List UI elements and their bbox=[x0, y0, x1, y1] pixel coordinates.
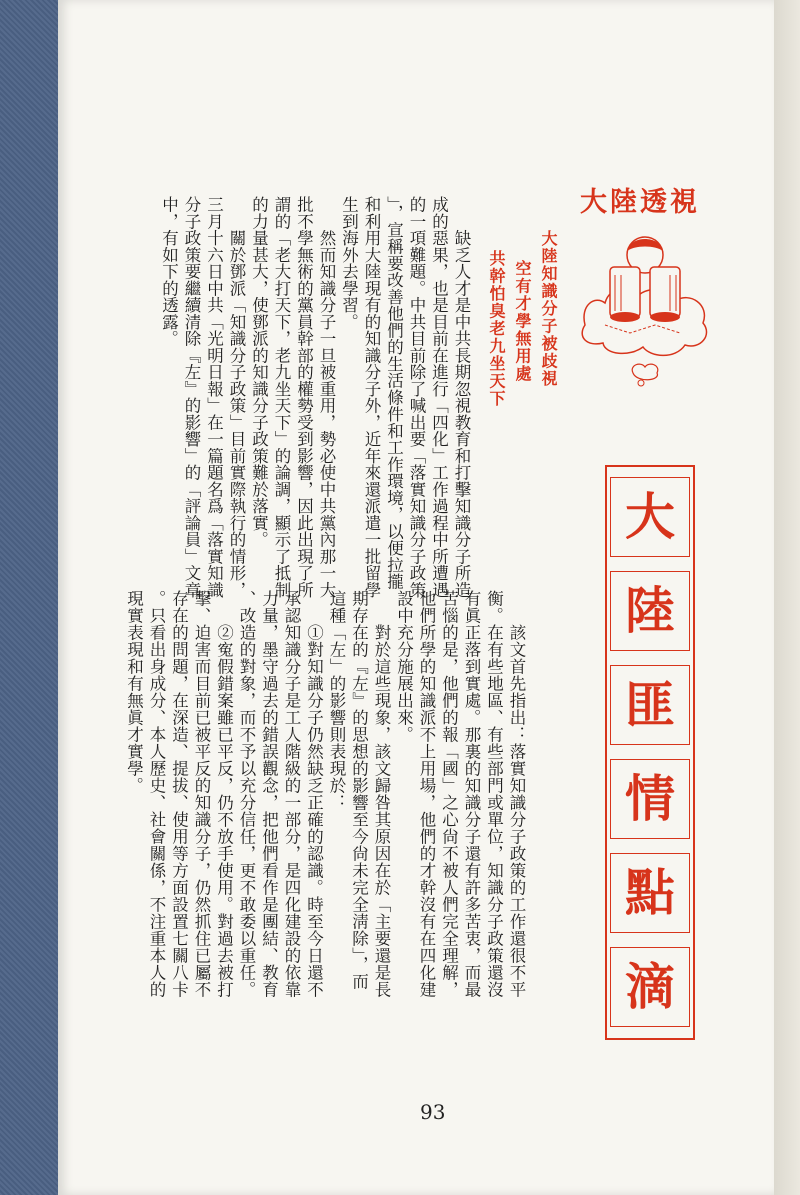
text-column-upper: 的力量甚大，使鄧派的知識分子政策難於落實。 bbox=[249, 196, 269, 548]
text-column-upper: 成的惡果，也是目前在進行「四化」工作過程中所遭遇 bbox=[429, 196, 449, 598]
text-column-upper: 關於鄧派「知識分子政策」目前實際執行的情形， bbox=[227, 196, 246, 598]
text-column-upper: 生到海外去學習。 bbox=[339, 196, 359, 330]
text-column-upper: 缺乏人才是中共長期忽視教育和打擊知識分子所造 bbox=[452, 196, 471, 598]
text-column-upper: 中，有如下的透露。 bbox=[159, 196, 179, 347]
boxed-column-title bbox=[605, 465, 695, 1040]
text-column-lower: 有眞正落到實處。那裏的知識分子還有許多苦衷，而最 bbox=[462, 590, 481, 998]
text-column-upper: 然而知識分子一旦被重用，勢必使中共黨內那一大 bbox=[317, 196, 336, 598]
headline-2: 空有才學無用處 bbox=[513, 260, 532, 383]
box-char-1: 大 bbox=[610, 477, 690, 557]
box-char-6: 滴 bbox=[610, 947, 690, 1027]
box-char-5: 點 bbox=[610, 853, 690, 933]
book-binding bbox=[0, 0, 58, 1195]
text-column-lower: 力量，墨守過去的錯誤觀念，把他們看作是團結、教育 bbox=[259, 590, 279, 998]
text-column-upper: 三月十六日中共「光明日報」在一篇題名爲「落實知識 bbox=[204, 196, 224, 598]
page-number: 93 bbox=[420, 1100, 446, 1124]
text-column-lower: 、改造的對象，而不予以充分信任，更不敢委以重任。 bbox=[237, 590, 256, 998]
text-column-upper: 」，宣稱要改善他們的生活條件和工作環境，以便拉攏 bbox=[384, 196, 404, 590]
box-char-3: 匪 bbox=[610, 665, 690, 745]
headline-3: 共幹怕臭老九坐天下 bbox=[487, 250, 506, 408]
text-column-lower: 存在的問題，在深造、提拔、使用等方面設置七關八卡 bbox=[169, 590, 189, 998]
text-column-lower: 苦惱的是，他們的報「國」之心尙不被人們完全理解， bbox=[439, 590, 459, 998]
text-column-upper: 和利用大陸現有的知識分子外，近年來還派遣一批留學 bbox=[362, 196, 381, 598]
facing-page-edge bbox=[774, 0, 800, 1195]
text-column-upper: 批不學無術的黨員幹部的權勢受到影響，因此出現了所 bbox=[294, 196, 314, 598]
text-column-lower: ①對知識分子仍然缺乏正確的認識。時至今日還不 bbox=[304, 590, 324, 998]
box-char-2: 陸 bbox=[610, 571, 690, 651]
text-column-upper: 分子政策要繼續清除『左』的影響」的「評論員」文章 bbox=[182, 196, 201, 598]
text-column-lower: 對於這些現象，該文歸咎其原因在於「主要還是長 bbox=[372, 590, 391, 998]
text-column-lower: 設中充分施展出來。 bbox=[394, 590, 414, 743]
text-column-lower: 承認知識分子是工人階級的一部分，是四化建設的依靠 bbox=[282, 590, 301, 998]
text-column-lower: 他們所學的知識派不上用場，他們的才幹沒有在四化建 bbox=[417, 590, 436, 998]
text-column-lower: 這種「左」的影響則表現於： bbox=[327, 590, 346, 811]
text-column-lower: 現實表現和有無眞才實學。 bbox=[124, 590, 144, 794]
binoculars-illustration-icon bbox=[575, 225, 715, 390]
text-column-lower: 期存在的『左』的思想的影響至今尙未完全淸除」，而 bbox=[349, 590, 369, 990]
text-column-lower: 擊、迫害而目前已被平反的知識分子，仍然抓住已屬不 bbox=[192, 590, 211, 998]
box-char-4: 情 bbox=[610, 759, 690, 839]
text-column-lower: 衡。在有些地區、有些部門或單位，知識分子政策還沒 bbox=[484, 590, 504, 998]
text-column-lower: 該文首先指出：落實知識分子政策的工作還很不平 bbox=[507, 590, 526, 998]
text-column-upper: 謂的「老大打天下，老九坐天下」的論調，顯示了抵制 bbox=[272, 196, 291, 598]
text-column-lower: 。只看出身成分、本人歷史、社會關係，不注重本人的 bbox=[147, 590, 166, 998]
section-title: 大陸透視 bbox=[580, 187, 700, 218]
text-column-upper: 的一項難題。中共目前除了喊出要「落實知識分子政策 bbox=[407, 196, 426, 598]
text-column-lower: ②寃假錯案雖已平反，仍不放手使用。對過去被打 bbox=[214, 590, 234, 998]
headline-1: 大陸知識分子被歧視 bbox=[539, 230, 558, 388]
